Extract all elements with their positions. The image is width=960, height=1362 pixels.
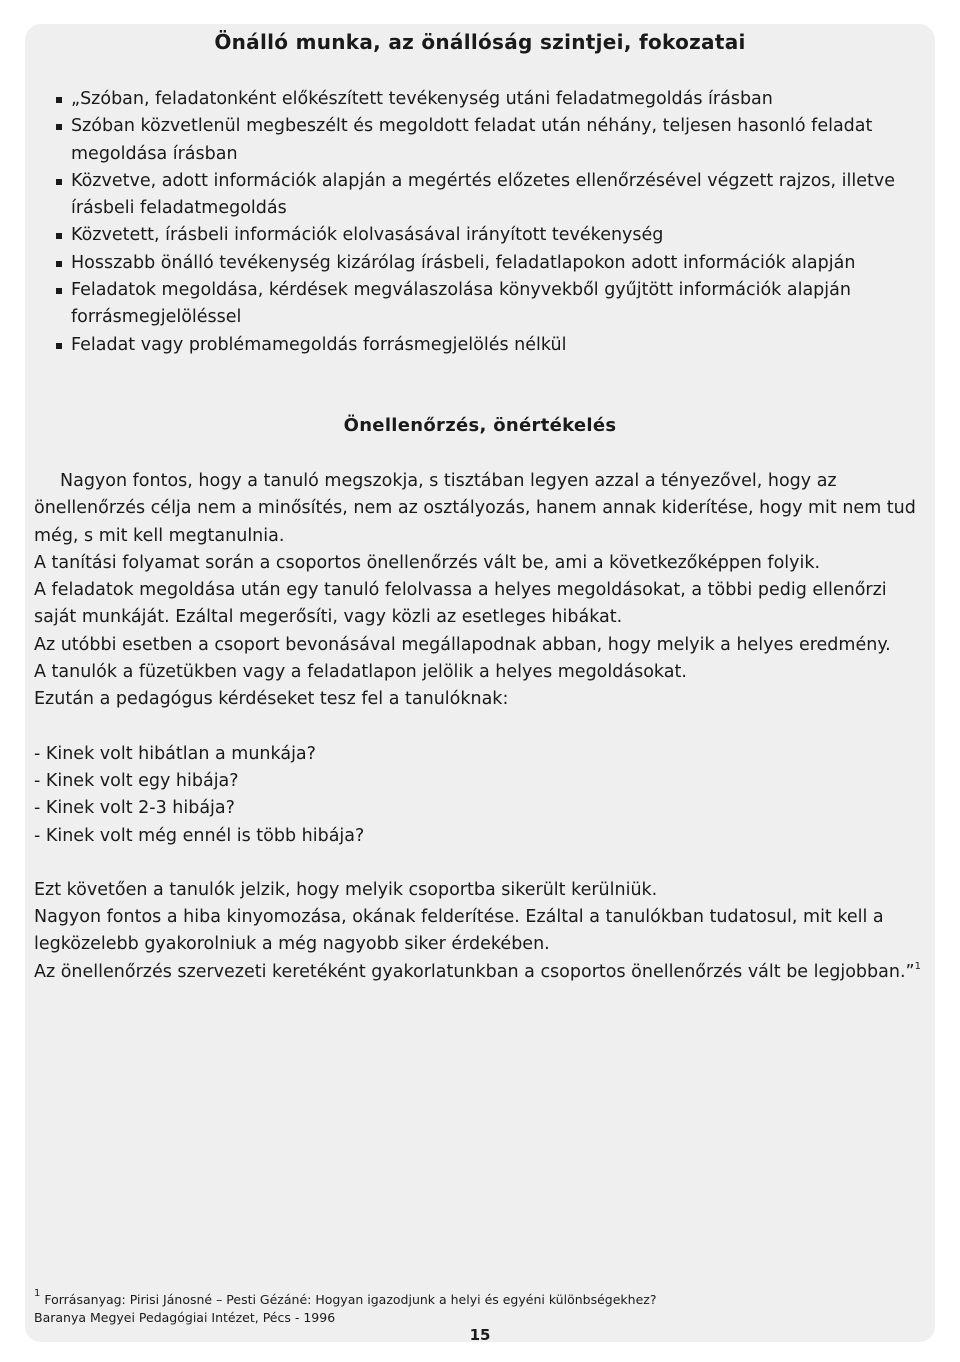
square-bullet-icon bbox=[56, 261, 62, 267]
section-heading: Önellenőrzés, önértékelés bbox=[343, 415, 617, 436]
page-number: 15 bbox=[469, 1326, 491, 1344]
square-bullet-icon bbox=[56, 288, 62, 294]
paragraph: A feladatok megoldása után egy tanuló felolvassa a helyes megoldásokat, a többi pedig ellenőrzi saját munkáját. Ezáltal megerősíti, vagy közli az esetleges hibákat. bbox=[34, 580, 887, 628]
paragraph: Nagyon fontos a hiba kinyomozása, okának felderítése. Ezáltal a tanulókban tudatosul, mit kell a legközelebb gyakorolniuk a még nagyobb siker érdekében. bbox=[34, 907, 884, 955]
list-item: Feladatok megoldása, kérdések megválaszolása könyvekből gyűjtött információk alapján forrásmegjelöléssel bbox=[56, 277, 916, 332]
square-bullet-icon bbox=[56, 233, 62, 239]
question-item: - Kinek volt még ennél is több hibája? bbox=[34, 825, 365, 846]
autonomy-levels-list bbox=[56, 86, 916, 359]
question-item: - Kinek volt hibátlan a munkája? bbox=[34, 743, 316, 764]
question-item: - Kinek volt 2-3 hibája? bbox=[34, 798, 235, 819]
paragraph: A tanulók a füzetükben vagy a feladatlapon jelölik a helyes megoldásokat. bbox=[34, 662, 687, 683]
paragraph: Az önellenőrzés szervezeti keretéként gyakorlatunkban a csoportos önellenőrzés vált be legjobban.”$^1$ bbox=[34, 960, 921, 982]
footnote-reference[interactable]: 1 bbox=[914, 960, 921, 972]
footnote bbox=[34, 1288, 914, 1327]
square-bullet-icon bbox=[56, 343, 62, 349]
list-item: „Szóban, feladatonként előkészített tevékenység utáni feladatmegoldás írásban bbox=[56, 86, 916, 113]
list-item: Feladat vagy problémamegoldás forrásmegjelölés nélkül bbox=[56, 332, 916, 359]
section-body bbox=[34, 468, 930, 986]
paragraph: Az utóbbi esetben a csoport bevonásával megállapodnak abban, hogy melyik a helyes eredmény. bbox=[34, 634, 891, 655]
list-item: Közvetve, adott információk alapján a megértés előzetes ellenőrzésével végzett rajzos, illetve írásbeli feladatmegoldás bbox=[56, 168, 916, 223]
paragraph: Ezután a pedagógus kérdéseket tesz fel a tanulóknak: bbox=[34, 689, 509, 710]
question-list bbox=[34, 741, 930, 850]
footnote-line: $^1$ Forrásanyag: Pirisi Jánosné – Pesti Gézáné: Hogyan igazodjunk a helyi és egyéni különbségekhez? bbox=[34, 1288, 657, 1307]
footnote-line: Baranya Megyei Pedagógiai Intézet, Pécs - 1996 bbox=[34, 1310, 336, 1325]
list-item: Hosszabb önálló tevékenység kizárólag írásbeli, feladatlapokon adott információk alapján bbox=[56, 250, 916, 277]
question-item: - Kinek volt egy hibája? bbox=[34, 770, 239, 791]
list-item: Szóban közvetlenül megbeszélt és megoldott feladat után néhány, teljesen hasonló feladat megoldása írásban bbox=[56, 113, 916, 168]
paragraph: A tanítási folyamat során a csoportos önellenőrzés vált be, ami a következőképpen folyik. bbox=[34, 552, 821, 573]
paragraph: Ezt követően a tanulók jelzik, hogy melyik csoportba sikerült kerülniük. bbox=[34, 879, 658, 900]
paragraph: Nagyon fontos, hogy a tanuló megszokja, s tisztában legyen azzal a tényezővel, hogy az önellenőrzés célja nem a minősítés, nem az osztályozás, hanem annak kiderítése, hogy mit nem tud még, s mit kell megtanulnia. bbox=[34, 471, 916, 546]
footnote-marker: 1 bbox=[34, 1288, 41, 1299]
spacer bbox=[34, 850, 930, 877]
page-title: Önálló munka, az önállóság szintjei, fokozatai bbox=[214, 30, 746, 54]
list-item: Közvetett, írásbeli információk elolvasásával irányított tevékenység bbox=[56, 222, 916, 249]
spacer bbox=[34, 714, 930, 741]
square-bullet-icon bbox=[56, 179, 62, 185]
square-bullet-icon bbox=[56, 124, 62, 130]
square-bullet-icon bbox=[56, 97, 62, 103]
